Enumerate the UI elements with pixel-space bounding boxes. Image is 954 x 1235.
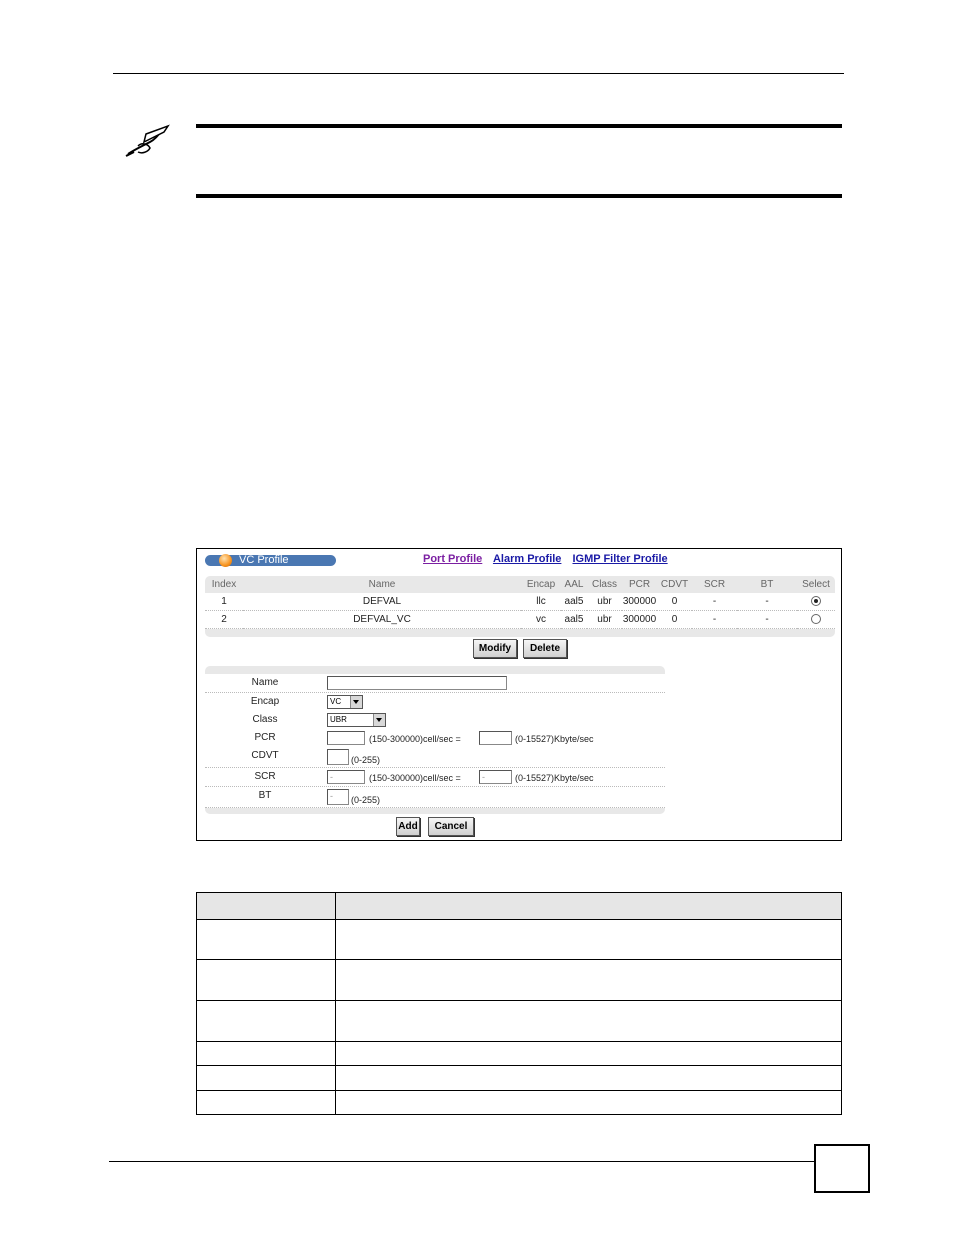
col-index: Index (211, 579, 237, 590)
label-cell (197, 1042, 336, 1066)
row-aal: aal5 (561, 593, 587, 611)
vc-profile-title-pill (205, 555, 336, 566)
cdvt-input[interactable] (327, 749, 349, 765)
col-scr: SCR (703, 579, 726, 590)
label-cell (197, 1066, 336, 1091)
form-row-encap (205, 693, 665, 712)
field-description-table (196, 892, 842, 1115)
select-radio-2[interactable] (811, 614, 821, 624)
col-pcr: PCR (628, 579, 651, 590)
cdvt-range: (0-255) (351, 755, 381, 765)
name-input[interactable] (327, 676, 507, 690)
note-rule-top (196, 124, 842, 128)
row-bt: - (737, 611, 797, 629)
description-cell (335, 1066, 841, 1091)
row-index: 1 (205, 593, 243, 611)
scr-kbyte-value: - (482, 772, 485, 782)
row-pcr: 300000 (622, 593, 657, 611)
description-cell (335, 1091, 841, 1115)
table-row (197, 960, 842, 1001)
header-rule (113, 73, 844, 74)
row-pcr: 300000 (622, 611, 657, 629)
orange-bullet-icon (219, 554, 232, 567)
vc-profile-list (205, 576, 835, 637)
label-cell (197, 920, 336, 960)
col-class: Class (591, 579, 617, 590)
description-cell (335, 960, 841, 1001)
encap-label: Encap (250, 696, 280, 707)
pcr-cell-input[interactable] (327, 731, 365, 745)
chevron-down-icon (373, 714, 385, 726)
delete-button[interactable]: Delete (523, 639, 567, 658)
igmp-filter-profile-link[interactable]: IGMP Filter Profile (572, 553, 668, 565)
bt-input[interactable] (327, 789, 349, 805)
label-cell (197, 960, 336, 1001)
page-number-box (814, 1144, 870, 1193)
table-row (197, 1066, 842, 1091)
class-select[interactable] (327, 713, 386, 727)
header-cell-description (335, 893, 841, 920)
form-row-name (205, 674, 665, 693)
col-name: Name (368, 579, 396, 590)
chevron-down-icon (350, 696, 362, 708)
description-cell (335, 1042, 841, 1066)
label-cell (197, 1091, 336, 1115)
vc-profile-form (205, 666, 665, 814)
note-rule-bottom (196, 194, 842, 198)
add-button[interactable]: Add (396, 817, 420, 836)
cancel-button[interactable]: Cancel (428, 817, 474, 836)
col-cdvt: CDVT (660, 579, 689, 590)
row-scr: - (692, 611, 737, 629)
form-row-class (205, 711, 665, 730)
row-encap: vc (521, 611, 561, 629)
form-row-cdvt (205, 747, 665, 768)
row-scr: - (692, 593, 737, 611)
row-class: ubr (587, 593, 622, 611)
class-value: UBR (330, 715, 347, 724)
table-row (197, 1001, 842, 1042)
pcr-cell-range: (150-300000)cell/sec = (369, 734, 461, 744)
description-cell (335, 920, 841, 960)
scr-kbyte-range: (0-15527)Kbyte/sec (515, 773, 594, 783)
encap-value: VC (330, 697, 342, 706)
row-cdvt: 0 (657, 611, 692, 629)
col-aal: AAL (564, 579, 584, 590)
row-aal: aal5 (561, 611, 587, 629)
scr-label: SCR (254, 771, 276, 782)
vc-profile-screenshot (196, 548, 842, 841)
table-row (197, 920, 842, 960)
class-label: Class (252, 714, 278, 725)
label-cell (197, 1001, 336, 1042)
cdvt-label: CDVT (251, 750, 279, 761)
screen-title: VC Profile (239, 554, 289, 566)
table-row (205, 593, 835, 611)
alarm-profile-link[interactable]: Alarm Profile (492, 553, 562, 565)
scr-cell-value: - (330, 772, 333, 782)
table-header-row (197, 893, 842, 920)
pcr-kbyte-input[interactable] (479, 731, 512, 745)
col-encap: Encap (526, 579, 556, 590)
scr-cell-range: (150-300000)cell/sec = (369, 773, 461, 783)
table-row (205, 611, 835, 629)
scr-cell-input[interactable] (327, 770, 365, 784)
footer-rule (109, 1161, 815, 1162)
bt-label: BT (258, 790, 272, 801)
col-bt: BT (760, 579, 774, 590)
encap-select[interactable] (327, 695, 363, 709)
row-select (797, 611, 835, 629)
row-index: 2 (205, 611, 243, 629)
profile-nav (423, 553, 676, 565)
form-row-bt (205, 787, 665, 808)
row-bt: - (737, 593, 797, 611)
row-name: DEFVAL_VC (243, 611, 521, 629)
table-row (197, 1091, 842, 1115)
form-row-pcr (205, 729, 665, 748)
row-encap: llc (521, 593, 561, 611)
name-label: Name (251, 677, 279, 688)
note-pencil-icon (124, 124, 172, 160)
header-cell-label (197, 893, 336, 920)
description-cell (335, 1001, 841, 1042)
list-header-row (205, 576, 835, 593)
row-cdvt: 0 (657, 593, 692, 611)
modify-button[interactable]: Modify (473, 639, 517, 658)
scr-kbyte-input[interactable] (479, 770, 512, 784)
table-row (197, 1042, 842, 1066)
col-select: Select (802, 579, 830, 590)
form-row-scr (205, 768, 665, 787)
row-select (797, 593, 835, 611)
pcr-label: PCR (254, 732, 276, 743)
port-profile-link[interactable]: Port Profile (423, 553, 483, 565)
row-class: ubr (587, 611, 622, 629)
select-radio-1[interactable] (811, 596, 821, 606)
bt-range: (0-255) (351, 795, 381, 805)
bt-value: - (330, 791, 333, 801)
row-name: DEFVAL (243, 593, 521, 611)
pcr-kbyte-range: (0-15527)Kbyte/sec (515, 734, 594, 744)
